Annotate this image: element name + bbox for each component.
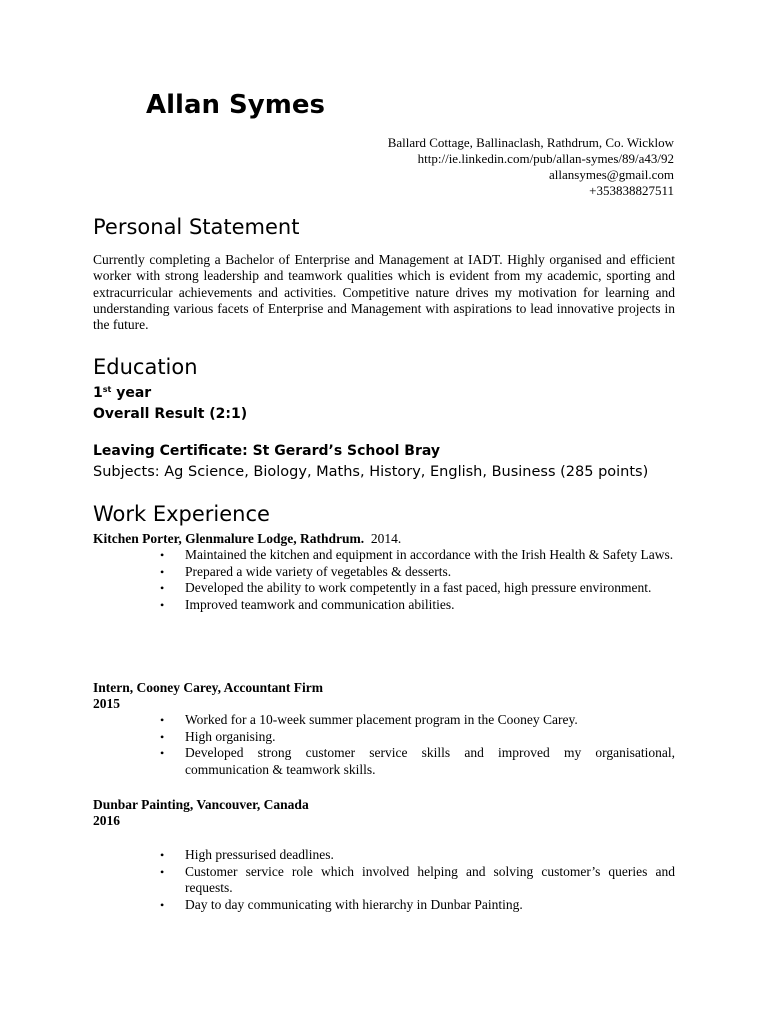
bullet-text: Customer service role which involved helping and solving customer’s queries and requests. [185,863,675,895]
job-title-dunbar [93,797,309,813]
bullet-icon: • [160,897,165,912]
bullet-text: Prepared a wide variety of vegetables & desserts. [185,563,452,579]
bullet-text: Worked for a 10-week summer placement program in the Cooney Carey. [185,712,578,727]
list-item [160,897,675,914]
bullet-text: Improved teamwork and communication abilities. [185,596,455,612]
job-title-text: Dunbar Painting, Vancouver, Canada [93,797,309,812]
bullet-icon: • [160,713,165,727]
year-word: year [111,385,152,401]
bullet-icon: • [160,548,165,562]
bullet-icon: • [160,729,165,744]
bullet-text: Day to day communicating with hierarchy in Dunbar Painting. [185,896,523,912]
contact-email[interactable]: allansymes@gmail.com [549,167,674,182]
bullet-icon: • [160,848,165,862]
list-item [160,745,675,778]
job-year-dunbar [93,813,120,829]
list-item [160,547,675,564]
bullet-text: High pressurised deadlines. [185,847,334,862]
contact-phone: +353838827511 [589,183,674,198]
work-experience-heading: Work Experience [93,502,270,526]
job-bullets-kitchen-porter [160,547,675,613]
list-item [160,847,675,864]
education-overall-result: Overall Result (2:1) [93,406,248,422]
bullet-icon: • [160,597,165,612]
job-year: 2016 [93,813,120,828]
year-suffix: st [102,385,112,394]
job-title-text: Intern, Cooney Carey, Accountant Firm [93,680,323,695]
job-title-text: Kitchen Porter, Glenmalure Lodge, Rathdrum. [93,531,365,546]
year-number: 1 [93,385,103,401]
education-heading: Education [93,355,198,379]
list-item [160,864,675,897]
job-year: 2015 [93,696,120,711]
contact-address: Ballard Cottage, Ballinaclash, Rathdrum, Co. Wicklow [387,135,674,150]
bullet-icon: • [160,564,165,579]
bullet-text: Maintained the kitchen and equipment in accordance with the Irish Health & Safety Laws. [185,547,674,562]
bullet-text: High organising. [185,728,276,744]
list-item [160,597,675,614]
job-title-kitchen-porter [93,531,401,547]
contact-block [388,135,674,199]
list-item [160,712,675,729]
bullet-icon: • [160,746,165,760]
contact-linkedin[interactable]: http://ie.linkedin.com/pub/allan-symes/89/a43/92 [417,151,674,166]
job-bullets-intern [160,712,675,778]
job-year: 2014. [370,531,402,546]
education-subjects: Subjects: Ag Science, Biology, Maths, History, English, Business (285 points) [93,464,649,480]
list-item [160,564,675,581]
personal-statement-text: Currently completing a Bachelor of Enterprise and Management at IADT. Highly organised and efficient worker with strong leadership and teamwork qualities which is evident from my academic, sporting and extracurricular achievements and activities. Competitive nature drives my motivation for learning and understanding various facets of Enterprise and Management with aspirations to lead innovative projects in the future. [93,252,675,333]
job-year-intern [93,696,120,712]
bullet-icon: • [160,864,165,879]
education-leaving-cert: Leaving Certificate: St Gerard’s School Bray [93,443,441,459]
candidate-name: Allan Symes [146,90,325,120]
list-item [160,580,675,597]
education-year [93,385,151,401]
bullet-icon: • [160,581,165,595]
list-item [160,729,675,746]
personal-statement-heading: Personal Statement [93,215,300,239]
bullet-text: Developed the ability to work competently in a fast paced, high pressure environment. [185,580,652,595]
job-title-intern [93,680,323,696]
bullet-text: Developed strong customer service skills and improved my organisational, communication & teamwork skills. [185,745,675,777]
job-bullets-dunbar [160,847,675,913]
